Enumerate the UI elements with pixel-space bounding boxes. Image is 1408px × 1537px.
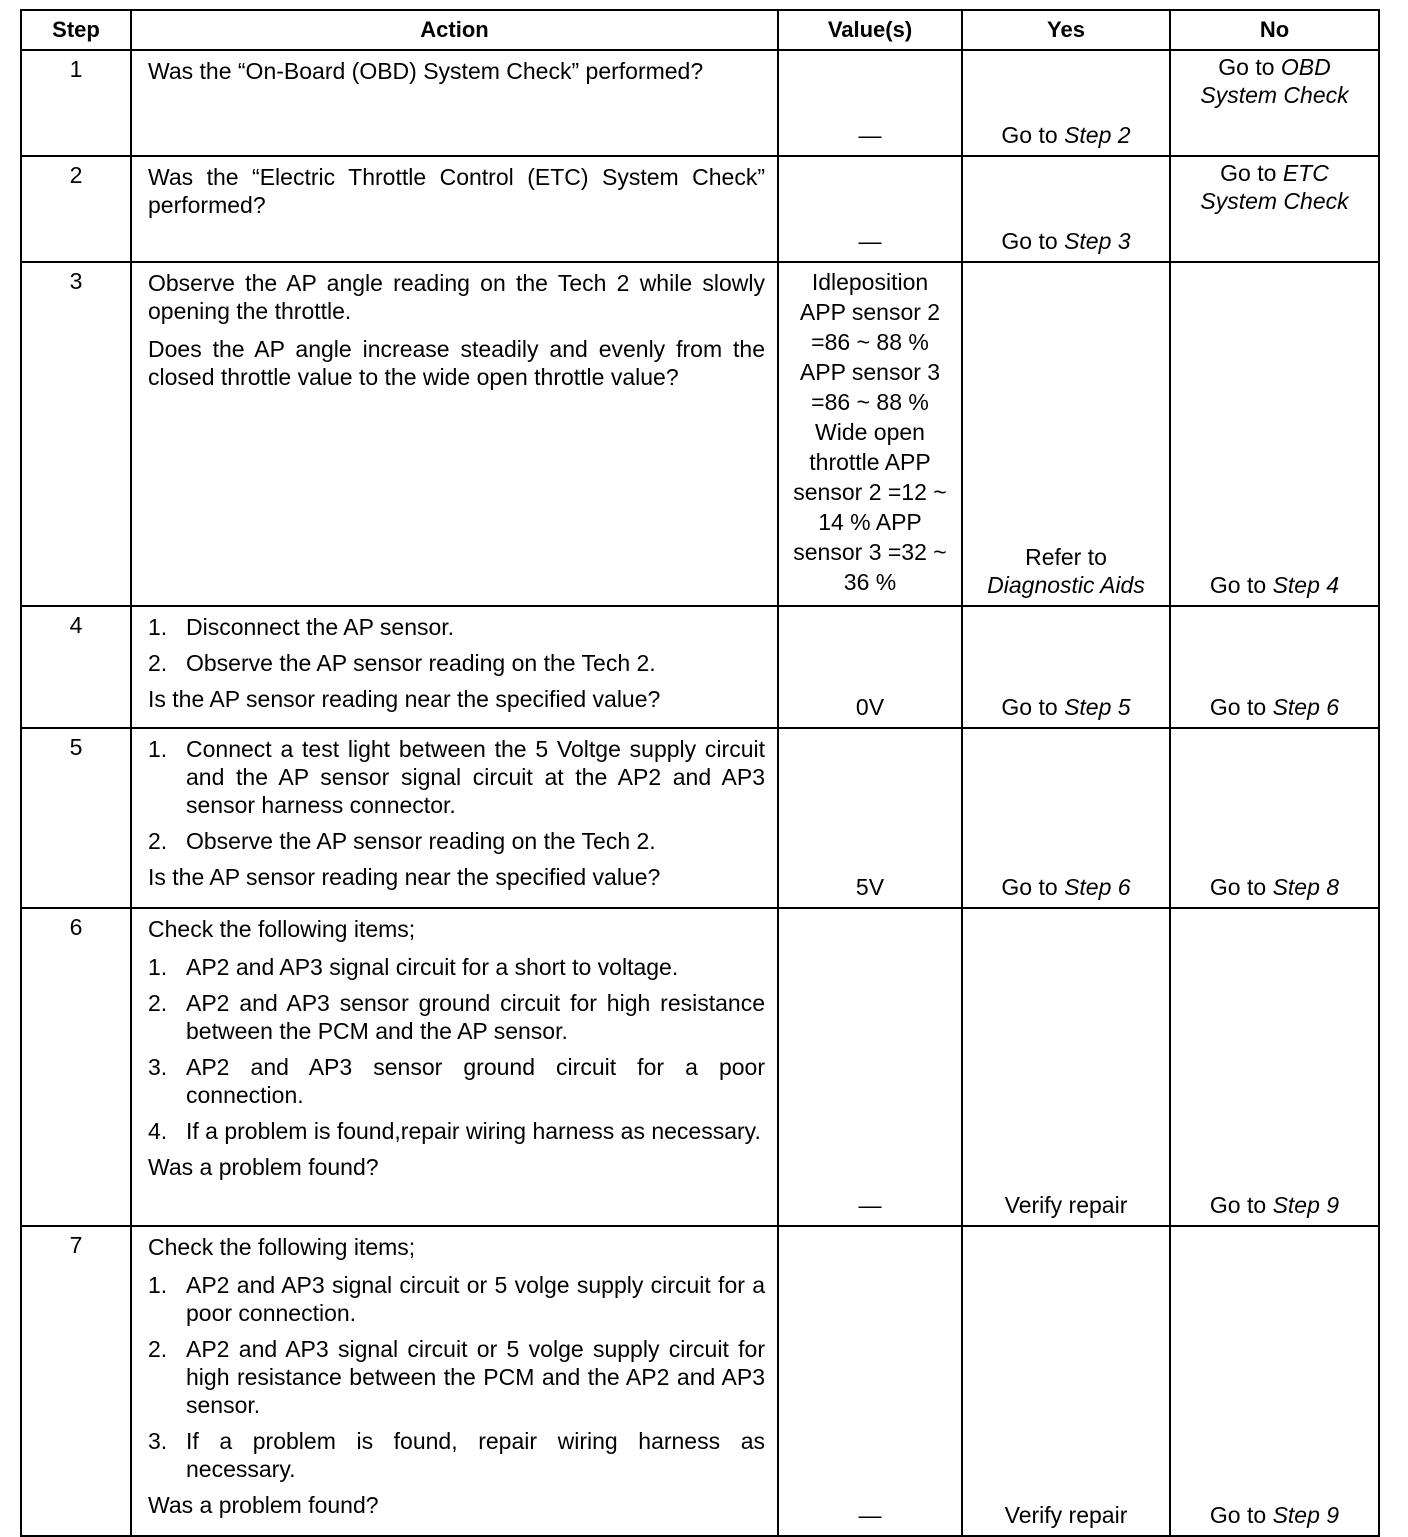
no-link: Step 8 xyxy=(1272,874,1340,900)
action-question: Is the AP sensor reading near the specified value? xyxy=(148,864,661,890)
yes-cell xyxy=(962,606,1170,728)
header-values: Value(s) xyxy=(778,10,962,50)
action-intro: Check the following items; xyxy=(148,916,416,942)
action-cell xyxy=(131,728,778,908)
no-prefix: Go to xyxy=(1209,1502,1273,1528)
action-text: Observe the AP angle reading on the Tech 2 while slowly opening the throttle. xyxy=(148,270,765,324)
no-link: Step 9 xyxy=(1272,1502,1340,1528)
action-cell xyxy=(131,156,778,262)
list-item: 2. AP2 and AP3 signal circuit or 5 volge supply circuit for high resistance between the PCM and the AP2 and AP3 sensor. xyxy=(148,1336,765,1418)
yes-cell xyxy=(962,728,1170,908)
yes-prefix: Refer to xyxy=(1025,544,1107,570)
action-question: Was a problem found? xyxy=(148,1154,379,1180)
no-link: Step 4 xyxy=(1272,572,1340,598)
action-intro: Check the following items; xyxy=(148,1234,416,1260)
table-row xyxy=(21,50,1379,156)
list-item: 1. AP2 and AP3 signal circuit or 5 volge supply circuit for a poor connection. xyxy=(148,1272,765,1326)
no-prefix: Go to xyxy=(1209,1192,1273,1218)
yes-cell xyxy=(962,156,1170,262)
no-cell xyxy=(1170,908,1379,1226)
header-action: Action xyxy=(131,10,778,50)
action-question: Does the AP angle increase steadily and evenly from the closed throttle value to the wide open throttle value? xyxy=(148,336,765,390)
step-number: 4 xyxy=(21,606,131,728)
no-cell xyxy=(1170,262,1379,606)
action-question: Is the AP sensor reading near the specified value? xyxy=(148,686,661,712)
no-link: Step 6 xyxy=(1272,694,1340,720)
yes-prefix: Go to xyxy=(1001,122,1065,148)
list-item: 2. AP2 and AP3 sensor ground circuit for high resistance between the PCM and the AP sensor. xyxy=(148,990,765,1044)
value-cell: — xyxy=(778,156,962,262)
value-cell: Idleposition APP sensor 2 =86 ~ 88 % APP sensor 3 =86 ~ 88 % Wide open throttle APP sensor 2 =12 ~ 14 % APP sensor 3 =32 ~ 36 % xyxy=(778,262,962,606)
list-item: 3. AP2 and AP3 sensor ground circuit for a poor connection. xyxy=(148,1054,765,1108)
list-item: 3. If a problem is found, repair wiring harness as necessary. xyxy=(148,1428,765,1482)
diagnostic-table xyxy=(20,9,1380,1537)
table-row xyxy=(21,1226,1379,1536)
yes-link: Diagnostic Aids xyxy=(987,572,1145,598)
yes-prefix: Go to xyxy=(1001,228,1065,254)
table-row xyxy=(21,156,1379,262)
no-prefix: Go to xyxy=(1218,54,1281,80)
no-cell xyxy=(1170,728,1379,908)
yes-cell xyxy=(962,50,1170,156)
action-text: Was the “On-Board (OBD) System Check” performed? xyxy=(148,58,704,84)
no-cell xyxy=(1170,156,1379,262)
no-prefix: Go to xyxy=(1209,874,1273,900)
yes-link: Step 5 xyxy=(1064,694,1131,720)
list-item: 2. Observe the AP sensor reading on the Tech 2. xyxy=(148,650,656,676)
step-number: 2 xyxy=(21,156,131,262)
list-item: 4. If a problem is found,repair wiring harness as necessary. xyxy=(148,1118,761,1144)
table-row xyxy=(21,262,1379,606)
list-item: 1. AP2 and AP3 signal circuit for a short to voltage. xyxy=(148,954,679,980)
no-cell xyxy=(1170,606,1379,728)
step-number: 7 xyxy=(21,1226,131,1536)
no-prefix: Go to xyxy=(1209,572,1273,598)
value-cell: — xyxy=(778,908,962,1226)
table-row xyxy=(21,606,1379,728)
header-yes: Yes xyxy=(962,10,1170,50)
table-row xyxy=(21,908,1379,1226)
yes-prefix: Go to xyxy=(1001,694,1065,720)
yes-link: Step 3 xyxy=(1064,228,1131,254)
step-number: 6 xyxy=(21,908,131,1226)
action-cell xyxy=(131,1226,778,1536)
no-cell xyxy=(1170,50,1379,156)
header-step: Step xyxy=(21,10,131,50)
step-number: 5 xyxy=(21,728,131,908)
no-prefix: Go to xyxy=(1220,160,1283,186)
value-cell: — xyxy=(778,50,962,156)
list-item: 1. Connect a test light between the 5 Voltge supply circuit and the AP sensor signal circuit at the AP2 and AP3 sensor harness connector. xyxy=(148,736,765,818)
diagnostic-table-sheet xyxy=(20,9,1378,1537)
value-cell: 5V xyxy=(778,728,962,908)
header-row xyxy=(21,10,1379,50)
yes-cell xyxy=(962,262,1170,606)
list-item: 1. Disconnect the AP sensor. xyxy=(148,614,455,640)
value-cell: — xyxy=(778,1226,962,1536)
action-cell xyxy=(131,50,778,156)
value-cell: 0V xyxy=(778,606,962,728)
yes-link: Step 6 xyxy=(1064,874,1131,900)
no-prefix: Go to xyxy=(1209,694,1273,720)
action-question: Was a problem found? xyxy=(148,1492,379,1518)
no-cell xyxy=(1170,1226,1379,1536)
no-link: Step 9 xyxy=(1272,1192,1340,1218)
action-cell xyxy=(131,606,778,728)
step-number: 3 xyxy=(21,262,131,606)
header-no: No xyxy=(1170,10,1379,50)
list-item: 2. Observe the AP sensor reading on the Tech 2. xyxy=(148,828,656,854)
table-row xyxy=(21,728,1379,908)
step-number: 1 xyxy=(21,50,131,156)
yes-link: Step 2 xyxy=(1064,122,1131,148)
action-cell xyxy=(131,262,778,606)
no-link: OBD System Check xyxy=(1200,54,1349,108)
action-text: Was the “Electric Throttle Control (ETC) System Check” performed? xyxy=(148,164,765,218)
no-link: ETC System Check xyxy=(1200,160,1349,214)
action-cell xyxy=(131,908,778,1226)
yes-cell: Verify repair xyxy=(962,908,1170,1226)
yes-prefix: Go to xyxy=(1001,874,1065,900)
yes-cell: Verify repair xyxy=(962,1226,1170,1536)
